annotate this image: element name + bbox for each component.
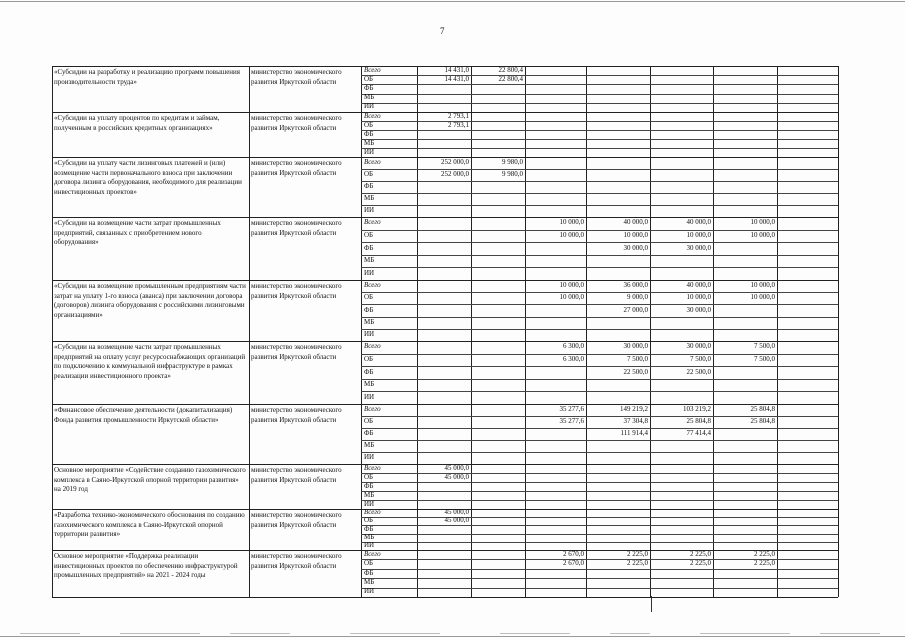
scan-edge-artifact [610, 633, 650, 634]
funding-value-cell: 30 000,0 [686, 306, 711, 314]
funding-source-label: МБ [364, 318, 375, 326]
scan-edge-artifact [20, 633, 80, 634]
program-name-cell: «Финансовое обеспечение деятельности (докапитализация) Фонда развития промышленности Иркутской области» [54, 406, 233, 424]
funding-source-label: ОБ [364, 121, 374, 129]
scan-artifact-mark [651, 596, 652, 612]
funding-source-label: МБ [364, 139, 375, 147]
funding-value-cell: 40 000,0 [686, 281, 711, 289]
funding-source-label: ФБ [364, 569, 374, 577]
funding-source-label: Всего [364, 508, 381, 516]
funding-source-label: ОБ [364, 417, 374, 425]
funding-source-rule [361, 267, 838, 268]
funding-source-label: ФБ [364, 482, 374, 490]
funding-source-label: ФБ [364, 306, 374, 314]
funding-source-label: МБ [364, 441, 375, 449]
funding-source-label: ОБ [364, 231, 374, 239]
funding-value-cell: 36 000,0 [623, 281, 648, 289]
funding-source-rule [361, 103, 838, 104]
program-name-cell: «Субсидии на возмещение части затрат промышленных предприятий на оплату услуг ресурсоснабжающих организаций по подключению к коммунальной инфраструктуре в рамках реализации инвестиционного проекта» [54, 343, 246, 380]
funding-source-label: ФБ [364, 429, 374, 437]
funding-source-rule [361, 391, 838, 392]
funding-source-rule [361, 255, 838, 256]
table-column-rule [52, 66, 53, 597]
funding-source-label: МБ [364, 93, 375, 101]
funding-source-rule [361, 452, 838, 453]
responsible-executor-cell: министерство экономического развития Иркутской области [251, 406, 342, 424]
funding-source-rule [361, 317, 838, 318]
funding-source-label: ОБ [364, 559, 374, 567]
funding-value-cell: 14 431,0 [444, 75, 469, 83]
funding-value-cell: 40 000,0 [623, 218, 648, 226]
funding-value-cell: 7 500,0 [627, 355, 648, 363]
funding-value-cell: 25 804,8 [750, 417, 775, 425]
funding-value-cell: 7 500,0 [754, 355, 775, 363]
funding-value-cell: 10 000,0 [559, 218, 584, 226]
funding-source-label: ОБ [364, 355, 374, 363]
funding-value-cell: 22 800,4 [498, 75, 523, 83]
program-name-cell: «Разработка технико-экономического обоснования по созданию газохимического комплекса в Саяно-Иркутской опорной территории развития» [54, 511, 245, 538]
funding-value-cell: 10 000,0 [623, 231, 648, 239]
funding-source-rule [361, 588, 838, 589]
funding-source-rule [361, 578, 838, 579]
funding-source-rule [361, 482, 838, 483]
funding-source-rule [361, 205, 838, 206]
responsible-executor-cell: министерство экономического развития Иркутской области [251, 343, 342, 361]
funding-value-cell: 7 500,0 [690, 355, 711, 363]
funding-value-cell: 2 225,0 [690, 559, 711, 567]
funding-value-cell: 22 500,0 [623, 368, 648, 376]
funding-value-cell: 30 000,0 [623, 342, 648, 350]
funding-source-label: Всего [364, 550, 381, 558]
funding-source-label: ФБ [364, 525, 374, 533]
funding-value-cell: 30 000,0 [686, 244, 711, 252]
funding-source-label: ИИ [364, 148, 375, 156]
funding-value-cell: 10 000,0 [559, 281, 584, 289]
responsible-executor-cell: министерство экономического развития Иркутской области [251, 466, 342, 484]
program-name-cell: «Субсидии на разработку и реализацию программ повышения производительности труда» [54, 68, 241, 86]
scan-top-edge [0, 1, 905, 2]
responsible-executor-cell: министерство экономического развития Иркутской области [251, 511, 342, 529]
scan-bottom-edge [0, 636, 905, 637]
funding-source-label: ФБ [364, 182, 374, 190]
funding-source-label: ИИ [364, 330, 375, 338]
scan-edge-artifact [500, 633, 570, 634]
funding-source-rule [361, 94, 838, 95]
funding-value-cell: 10 000,0 [686, 231, 711, 239]
funding-value-cell: 111 914,4 [620, 429, 648, 437]
funding-value-cell: 149 219,2 [620, 405, 648, 413]
funding-value-cell: 10 000,0 [750, 281, 775, 289]
program-name-cell: «Субсидии на уплату процентов по кредитам и займам, полученным в российских кредитных организациях» [54, 114, 220, 132]
funding-source-label: МБ [364, 194, 375, 202]
responsible-executor-cell: министерство экономического развития Иркутской области [251, 552, 342, 570]
funding-source-label: ИИ [364, 541, 375, 549]
funding-value-cell: 103 219,2 [683, 405, 711, 413]
funding-value-cell: 2 225,0 [754, 550, 775, 558]
program-name-cell: «Субсидии на уплату части лизинговых платежей и (или) возмещение части первоначального взноса при заключении договора лизинга оборудования, необходимого для реализации инвестиционных проектов» [54, 159, 242, 196]
funding-value-cell: 40 000,0 [686, 218, 711, 226]
funding-value-cell: 9 980,0 [502, 158, 523, 166]
funding-value-cell: 2 670,0 [563, 550, 584, 558]
funding-value-cell: 9 980,0 [502, 170, 523, 178]
funding-value-cell: 25 804,8 [750, 405, 775, 413]
funding-source-rule [361, 379, 838, 380]
funding-value-cell: 2 793,1 [448, 121, 469, 129]
funding-source-rule [361, 304, 838, 305]
funding-source-label: Всего [364, 158, 381, 166]
funding-value-cell: 10 000,0 [559, 293, 584, 301]
funding-value-cell: 37 304,8 [623, 417, 648, 425]
funding-value-cell: 14 431,0 [444, 66, 469, 74]
funding-source-rule [361, 193, 838, 194]
funding-value-cell: 6 300,0 [563, 342, 584, 350]
funding-value-cell: 2 225,0 [690, 550, 711, 558]
funding-source-label: ИИ [364, 206, 375, 214]
funding-value-cell: 35 277,6 [559, 405, 584, 413]
funding-source-rule [361, 534, 838, 535]
program-name-cell: «Субсидии на возмещение части затрат промышленных предприятий, связанных с приобретением нового оборудования» [54, 219, 221, 246]
responsible-executor-cell: министерство экономического развития Иркутской области [251, 114, 342, 132]
responsible-executor-cell: министерство экономического развития Иркутской области [251, 282, 342, 300]
funding-source-label: ИИ [364, 393, 375, 401]
funding-source-rule [361, 500, 838, 501]
funding-source-label: Всего [364, 66, 381, 74]
scan-edge-artifact [350, 633, 440, 634]
funding-value-cell: 10 000,0 [559, 231, 584, 239]
funding-source-rule [361, 329, 838, 330]
scan-edge-artifact [700, 633, 790, 634]
funding-source-rule [361, 569, 838, 570]
funding-value-cell: 9 000,0 [627, 293, 648, 301]
funding-value-cell: 45 000,0 [444, 473, 469, 481]
funding-value-cell: 2 225,0 [627, 550, 648, 558]
funding-source-label: ФБ [364, 84, 374, 92]
funding-source-label: ИИ [364, 587, 375, 595]
funding-source-rule [361, 440, 838, 441]
funding-source-label: МБ [364, 380, 375, 388]
funding-source-rule [361, 148, 838, 149]
funding-value-cell: 27 000,0 [623, 306, 648, 314]
funding-source-rule [361, 366, 838, 367]
scan-edge-artifact [120, 633, 200, 634]
program-name-cell: Основное мероприятие «Содействие созданию газохимического комплекса в Саяно-Иркутской опорной территории развития» на 2019 год [54, 466, 246, 493]
funding-value-cell: 6 300,0 [563, 355, 584, 363]
funding-value-cell: 77 414,4 [686, 429, 711, 437]
scan-edge-artifact [820, 633, 880, 634]
program-name-cell: «Субсидии на возмещение промышленным предприятиям части затрат на уплату 1-го взноса (аванса) при заключении договора (договоров) лизинга оборудования с российскими лизинговыми организациями» [54, 282, 246, 319]
funding-source-label: ИИ [364, 269, 375, 277]
funding-source-label: ОБ [364, 516, 374, 524]
responsible-executor-cell: министерство экономического развития Иркутской области [251, 68, 342, 86]
funding-value-cell: 30 000,0 [623, 244, 648, 252]
scan-edge-artifact [230, 633, 290, 634]
funding-value-cell: 45 000,0 [444, 508, 469, 516]
funding-source-rule [361, 84, 838, 85]
funding-value-cell: 10 000,0 [750, 218, 775, 226]
funding-source-label: ОБ [364, 75, 374, 83]
funding-value-cell: 2 225,0 [627, 559, 648, 567]
table-column-rule [249, 66, 250, 597]
funding-source-label: МБ [364, 533, 375, 541]
funding-source-label: МБ [364, 256, 375, 264]
funding-value-cell: 22 800,4 [498, 66, 523, 74]
funding-source-label: Всего [364, 464, 381, 472]
funding-source-rule [361, 139, 838, 140]
funding-value-cell: 35 277,6 [559, 417, 584, 425]
responsible-executor-cell: министерство экономического развития Иркутской области [251, 159, 342, 177]
funding-source-label: ОБ [364, 293, 374, 301]
funding-source-label: ИИ [364, 102, 375, 110]
funding-value-cell: 10 000,0 [750, 293, 775, 301]
funding-value-cell: 22 500,0 [686, 368, 711, 376]
funding-value-cell: 30 000,0 [686, 342, 711, 350]
table-bottom-rule [52, 597, 838, 598]
funding-source-rule [361, 130, 838, 131]
funding-source-label: Всего [364, 405, 381, 413]
funding-value-cell: 252 000,0 [441, 158, 469, 166]
funding-value-cell: 2 793,1 [448, 112, 469, 120]
funding-value-cell: 10 000,0 [750, 231, 775, 239]
funding-source-rule [361, 242, 838, 243]
funding-source-label: ИИ [364, 500, 375, 508]
funding-source-rule [361, 491, 838, 492]
funding-value-cell: 2 225,0 [754, 559, 775, 567]
funding-source-label: МБ [364, 578, 375, 586]
funding-source-rule [361, 525, 838, 526]
funding-source-label: ИИ [364, 453, 375, 461]
funding-source-label: ФБ [364, 130, 374, 138]
funding-value-cell: 252 000,0 [441, 170, 469, 178]
funding-source-label: Всего [364, 218, 381, 226]
funding-source-rule [361, 542, 838, 543]
funding-source-label: МБ [364, 491, 375, 499]
responsible-executor-cell: министерство экономического развития Иркутской области [251, 219, 342, 237]
funding-value-cell: 2 670,0 [563, 559, 584, 567]
funding-value-cell: 25 804,8 [686, 417, 711, 425]
funding-source-label: Всего [364, 112, 381, 120]
funding-source-label: ОБ [364, 473, 374, 481]
funding-source-label: ОБ [364, 170, 374, 178]
funding-source-label: ФБ [364, 244, 374, 252]
funding-source-label: ФБ [364, 368, 374, 376]
program-name-cell: Основное мероприятие «Поддержка реализации инвестиционных проектов по обеспечению инфраструктурой промышленных предприятий» на 2021 - 2024 годы [54, 552, 238, 579]
funding-value-cell: 7 500,0 [754, 342, 775, 350]
page-number: 7 [440, 26, 445, 36]
funding-value-cell: 45 000,0 [444, 516, 469, 524]
funding-value-cell: 10 000,0 [686, 293, 711, 301]
funding-value-cell: 45 000,0 [444, 464, 469, 472]
funding-source-rule [361, 181, 838, 182]
funding-source-label: Всего [364, 281, 381, 289]
table-column-rule [838, 66, 839, 597]
funding-source-label: Всего [364, 342, 381, 350]
